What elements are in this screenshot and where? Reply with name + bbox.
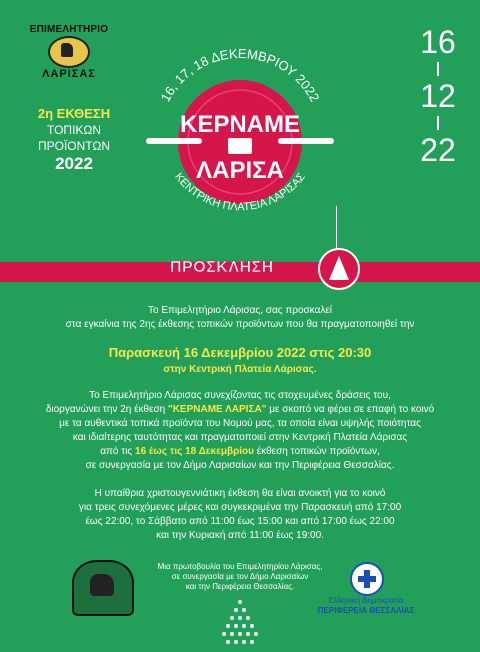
expo-title-year: 2022 (55, 154, 93, 173)
logo-arc-top: 16, 17, 18 ΔΕΚΕΜΒΡΙΟΥ 2022 (157, 45, 323, 105)
body-text: με σκοπό να φέρει σε επαφή το κοινό (266, 404, 435, 415)
body-line: Η υπαίθρια χριστουγεννιάτικη έκθεση θα είναι ανοικτή για το κοινό (94, 488, 386, 499)
date-stack (418, 22, 458, 170)
date-separator (437, 62, 439, 76)
invitation-label: ΠΡΟΣΚΛΗΣΗ (170, 259, 274, 276)
chamber-logo (26, 24, 112, 88)
logo-arc-bottom: ΚΕΝΤΡΙΚΗ ΠΛΑΤΕΙΑ ΛΑΡΙΣΑΣ (172, 171, 308, 214)
date-month: 12 (420, 78, 456, 114)
greek-republic-emblem-icon (350, 562, 384, 596)
event-name-highlight: "ΚΕΡΝΑΜΕ ΛΑΡΙΣΑ" (167, 404, 267, 415)
body-line: και ιδιαίτερης ταυτότητας και πραγματοποιεί στην Κεντρική Πλατεία Λάρισας (72, 432, 408, 443)
footer-initiative-text (150, 562, 330, 592)
christmas-tree-icon (320, 250, 358, 288)
body-line: με τα αυθεντικά τοπικά προϊόντα του Νομού μας, τα οποία είναι υψηλής ποιότητας (59, 418, 421, 429)
body-text: από τις (100, 446, 136, 457)
body-line (30, 403, 450, 417)
opening-date: Παρασκευή 16 Δεκεμβρίου 2022 στις 20:30 (108, 345, 372, 360)
body-line (30, 445, 450, 459)
body-text: διοργανώνει την 2η έκθεση (45, 404, 168, 415)
expo-title-line2: ΤΟΠΙΚΩΝ (46, 123, 102, 137)
kername-larisa-logo (130, 28, 350, 238)
expo-title (20, 106, 128, 172)
expo-title-line3: ΠΡΟΪΟΝΤΩΝ (37, 139, 111, 153)
logo-word2: ΛΑΡΙΣΑ (196, 157, 284, 184)
date-day: 16 (420, 24, 456, 60)
knife-icon (278, 138, 334, 144)
body-line: και την Κυριακή από 11:00 έως 19:00. (156, 530, 324, 541)
date-range-highlight: 16 έως τις 18 Δεκεμβρίου (135, 446, 254, 457)
date-year: 22 (420, 132, 456, 168)
body-line: έως 22:00, το Σάββατο από 11:00 έως 15:00 και από 17:00 έως 22:00 (85, 516, 395, 527)
market-stall-icon (228, 138, 252, 154)
region-line1: Ελληνική Δημοκρατία (328, 596, 404, 605)
invitation-body-paragraph-1 (30, 389, 450, 473)
body-text: έκθεση τοπικών προϊόντων, (253, 446, 380, 457)
chamber-logo-bottom-text: ΛΑΡΙΣΑΣ (42, 68, 96, 80)
invitation-body-paragraph-2 (30, 487, 450, 543)
intro-line: στα εγκαίνια της 2ης έκθεσης τοπικών προϊόντων που θα πραγματοποιηθεί την (65, 319, 415, 330)
emblem-cross-icon (352, 564, 382, 594)
fork-icon (146, 138, 202, 144)
christmas-bauble-icon (318, 248, 360, 290)
footer-line: και την Περιφέρεια Θεσσαλίας. (185, 582, 295, 591)
date-separator (437, 116, 439, 130)
footer-line: σε συνεργασία με τον Δήμο Λαρισαίων (171, 572, 309, 581)
bauble-string (336, 206, 337, 250)
christmas-tree-dots-icon (220, 596, 260, 652)
body-line: για τρεις συνεχόμενες μέρες και συγκεκριμένα την Παρασκευή από 17:00 (78, 502, 402, 513)
chamber-logo-top-text: ΕΠΙΜΕΛΗΤΗΡΙΟ (29, 24, 109, 35)
body-line: Το Επιμελητήριο Λάρισας συνεχίζοντας τις στοχευμένες δράσεις του, (89, 390, 391, 401)
intro-line: Το Επιμελητήριο Λάρισας, σας προσκαλεί (147, 305, 333, 316)
larisa-municipality-logo (72, 560, 134, 616)
body-line: σε συνεργασία με τον Δήμο Λαρισαίων και την Περιφέρεια Θεσσαλίας. (85, 460, 395, 471)
region-line2: ΠΕΡΙΦΕΡΕΙΑ ΘΕΣΣΑΛΙΑΣ (317, 606, 415, 615)
opening-place: στην Κεντρική Πλατεία Λάρισας. (163, 364, 317, 375)
expo-title-line1: 2η ΕΚΘΕΣΗ (37, 106, 111, 121)
horse-emblem-icon (48, 36, 90, 68)
logo-word1: ΚΕΡΝΑΜΕ (179, 111, 301, 138)
invitation-intro (30, 304, 450, 332)
region-thessaly-text (316, 596, 416, 616)
footer-line: Μια πρωτοβουλία του Επιμελητηρίου Λάρισας, (157, 562, 323, 571)
